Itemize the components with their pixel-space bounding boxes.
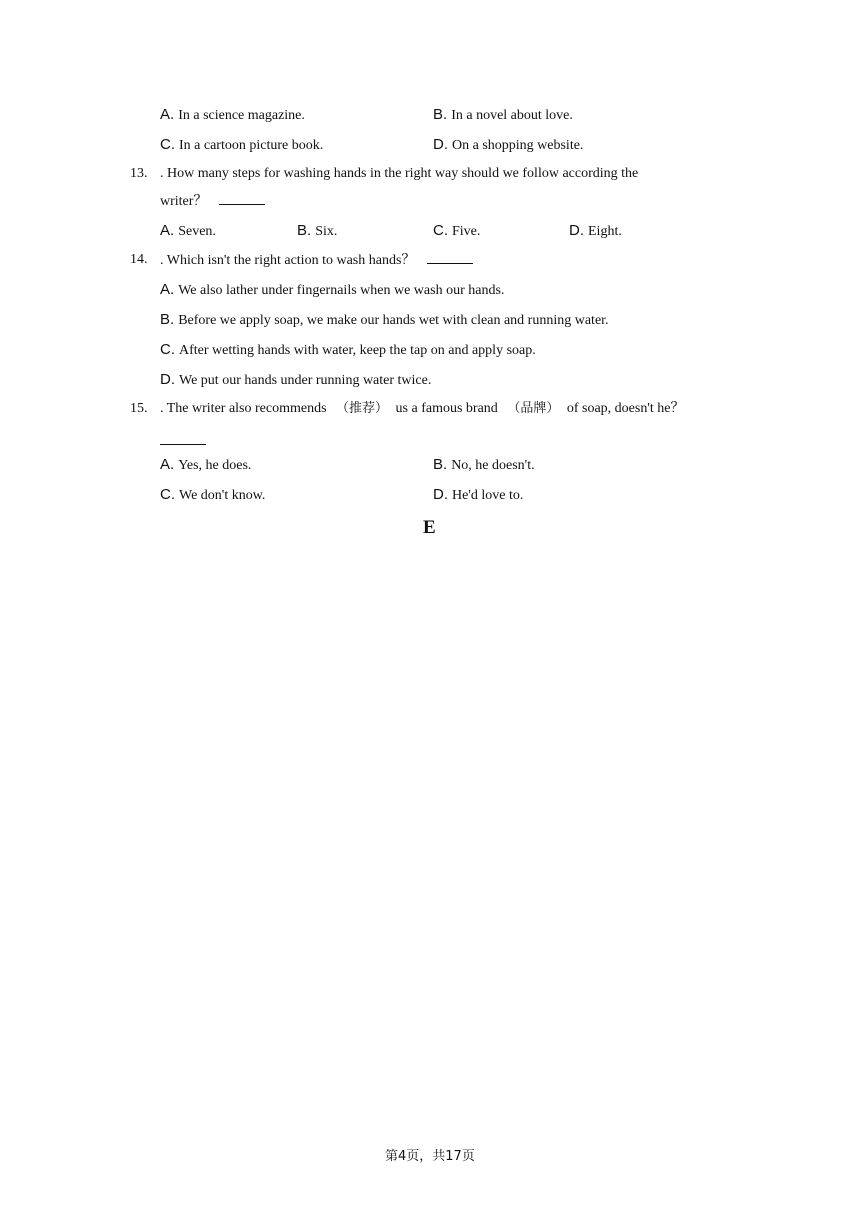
- option-letter: A.: [160, 222, 175, 239]
- option-text: Seven.: [178, 224, 216, 239]
- option-letter: C.: [160, 341, 175, 358]
- page-footer: 第4页，共17页: [385, 1149, 475, 1164]
- q12-option-a: [160, 106, 305, 125]
- option-text: In a science magazine.: [178, 108, 305, 123]
- q13-stem-text: writer？: [160, 194, 208, 209]
- option-letter: C.: [433, 222, 448, 239]
- q14-number: 14.: [130, 252, 148, 267]
- section-heading: E: [423, 517, 436, 538]
- option-text: Five.: [452, 224, 481, 239]
- q15-stem-part2: us a famous brand: [395, 401, 498, 416]
- option-text: In a novel about love.: [451, 108, 573, 123]
- q15-gloss-brand: （品牌）: [507, 401, 560, 416]
- option-letter: B.: [160, 311, 175, 328]
- q14-stem-text: . Which isn't the right action to wash hands？: [160, 253, 416, 268]
- option-letter: B.: [433, 456, 448, 473]
- q15-option-a: [160, 456, 251, 475]
- option-text: Six.: [315, 224, 338, 239]
- q13-stem-line2: [160, 192, 265, 211]
- answer-blank: [219, 192, 265, 205]
- option-letter: C.: [160, 486, 175, 503]
- q12-option-b: [433, 106, 573, 125]
- option-letter: A.: [160, 281, 175, 298]
- q15-stem-part3: of soap, doesn't he？: [566, 401, 685, 416]
- q15-stem-line1: [160, 400, 684, 418]
- option-text: After wetting hands with water, keep the tap on and apply soap.: [179, 343, 536, 358]
- option-text: We put our hands under running water twice.: [179, 373, 432, 388]
- option-text: We also lather under fingernails when we wash our hands.: [178, 283, 505, 298]
- option-text: No, he doesn't.: [451, 458, 535, 473]
- option-letter: A.: [160, 106, 175, 123]
- option-letter: D.: [433, 136, 448, 153]
- q15-option-c: [160, 486, 265, 505]
- q14-option-a: [160, 281, 504, 300]
- q12-option-c: [160, 136, 323, 155]
- q13-option-a: [160, 222, 216, 241]
- q13-option-c: [433, 222, 480, 241]
- q13-option-d: [569, 222, 622, 241]
- option-text: On a shopping website.: [452, 138, 584, 153]
- answer-blank: [427, 251, 473, 264]
- option-letter: D.: [569, 222, 584, 239]
- option-text: He'd love to.: [452, 488, 524, 503]
- option-letter: A.: [160, 456, 175, 473]
- q13-option-b: [297, 222, 337, 241]
- option-text: Yes, he does.: [178, 458, 252, 473]
- option-text: In a cartoon picture book.: [179, 138, 324, 153]
- option-text: Eight.: [588, 224, 622, 239]
- option-letter: C.: [160, 136, 175, 153]
- q15-gloss-recommend: （推荐）: [336, 401, 389, 416]
- q12-option-d: [433, 136, 583, 155]
- q14-option-d: [160, 371, 431, 390]
- option-letter: D.: [433, 486, 448, 503]
- option-letter: D.: [160, 371, 175, 388]
- option-text: We don't know.: [179, 488, 266, 503]
- q15-number: 15.: [130, 401, 148, 416]
- q14-option-c: [160, 341, 536, 360]
- q13-stem-line1: . How many steps for washing hands in the right way should we follow according the: [160, 166, 639, 181]
- option-letter: B.: [433, 106, 448, 123]
- q14-option-b: [160, 311, 609, 330]
- q14-stem-line1: [160, 251, 473, 270]
- q15-option-b: [433, 456, 535, 475]
- q15-stem-part1: . The writer also recommends: [160, 401, 327, 416]
- q13-number: 13.: [130, 166, 148, 181]
- option-letter: B.: [297, 222, 312, 239]
- q15-option-d: [433, 486, 523, 505]
- option-text: Before we apply soap, we make our hands wet with clean and running water.: [178, 313, 609, 328]
- answer-blank: [160, 443, 206, 445]
